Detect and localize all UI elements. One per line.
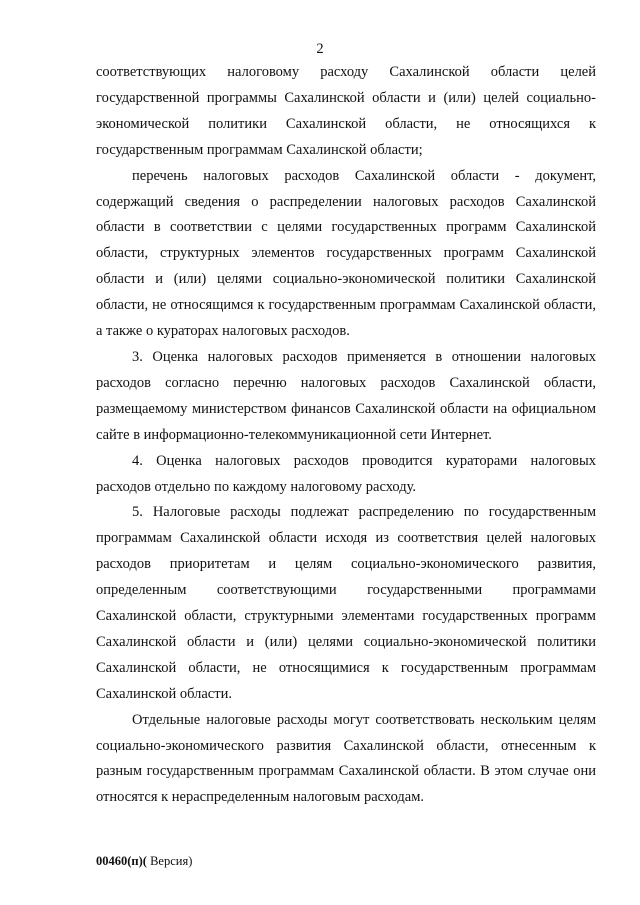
- document-body: [96, 60, 596, 811]
- document-version: Версия): [146, 854, 193, 868]
- paragraph-separate-expenses: Отдельные налоговые расходы могут соответствовать нескольким целям социально-экономического развития Сахалинской области, отнесенным к разным государственным программам Сахалинской области. В этом случае они относятся к нераспределенным налоговым расходам.: [96, 711, 596, 806]
- page-number: 2: [316, 41, 324, 57]
- paragraph-item-5: 5. Налоговые расходы подлежат распределению по государственным программам Сахалинской области исходя из соответствия целей налоговых расходов приоритетам и целям социально-экономического развития, определенным соответствующими государственными программами Сахалинской области, структурными элементами государственных программ Сахалинской области и (или) целями социально-экономической политики Сахалинской области, не относящимися к государственным программам Сахалинской области.: [96, 504, 596, 702]
- paragraph-definition-list: перечень налоговых расходов Сахалинской области - документ, содержащий сведения о распределении налоговых расходов Сахалинской области в соответствии с целями государственных программ Сахалинской области, структурных элементов государственных программ Сахалинской области и (или) целями социально-экономической политики Сахалинской области, не относящимся к государственным программам Сахалинской области, а также о кураторах налоговых расходов.: [96, 167, 596, 340]
- paragraph-continuation: соответствующих налоговому расходу Сахалинской области целей государственной программы Сахалинской области и (или) целей социально-экономической политики Сахалинской области, не относящихся к государственным программам Сахалинской области;: [96, 64, 596, 158]
- paragraph-item-4: 4. Оценка налоговых расходов проводится кураторами налоговых расходов отдельно по каждому налоговому расходу.: [96, 452, 596, 495]
- paragraph-item-3: 3. Оценка налоговых расходов применяется в отношении налоговых расходов согласно перечню налоговых расходов Сахалинской области, размещаемому министерством финансов Сахалинской области на официальном сайте в информационно-телекоммуникационной сети Интернет.: [96, 348, 596, 443]
- document-code-footer: [96, 853, 192, 869]
- document-code: 00460(п)(: [96, 854, 147, 868]
